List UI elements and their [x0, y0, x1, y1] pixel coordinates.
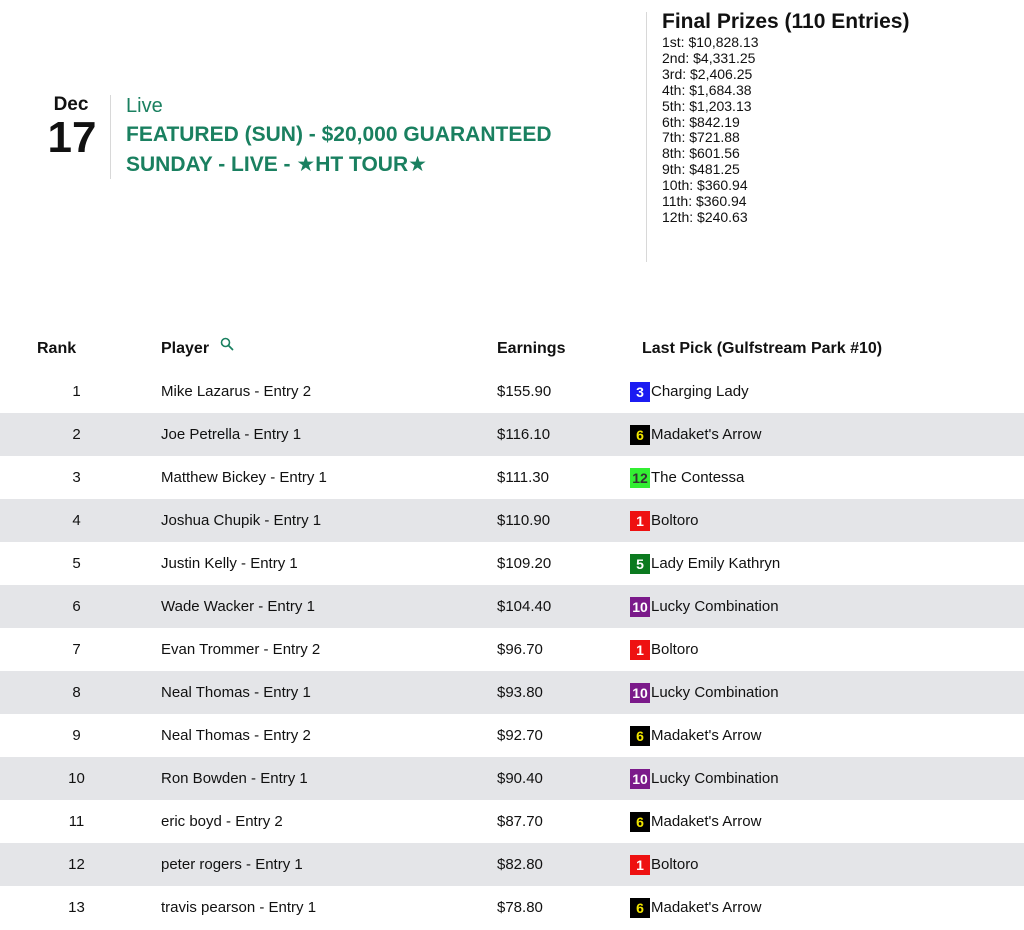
prize-item: 5th: $1,203.13: [662, 97, 752, 114]
rank-header[interactable]: [0, 328, 161, 370]
last-pick: [630, 898, 1024, 918]
last-pick: [630, 511, 1024, 531]
rank-cell: 3: [72, 469, 81, 486]
horse-name: The Contessa: [651, 469, 745, 486]
post-position-badge: 1: [630, 511, 650, 531]
last-pick-cell: [630, 585, 1024, 628]
table-row[interactable]: [0, 499, 1024, 542]
last-pick-cell: [630, 370, 1024, 413]
table-row[interactable]: [0, 370, 1024, 413]
table-row[interactable]: [0, 628, 1024, 671]
event-info: [126, 95, 552, 180]
post-position-badge: 6: [630, 812, 650, 832]
last-pick-cell: [630, 886, 1024, 929]
last-pick-cell: [630, 757, 1024, 800]
table-row[interactable]: [0, 671, 1024, 714]
rank-cell: 6: [0, 585, 161, 628]
prize-item: 4th: $1,684.38: [662, 81, 752, 98]
rank-cell: 1: [72, 383, 81, 400]
table-row[interactable]: [0, 714, 1024, 757]
horse-name: Madaket's Arrow: [651, 813, 762, 830]
table-row[interactable]: [0, 542, 1024, 585]
earnings-cell: $90.40: [497, 757, 630, 800]
rank-cell: 12: [0, 843, 161, 886]
table-header-row: [0, 328, 1024, 370]
rank-cell: 5: [72, 555, 81, 572]
earnings-cell: $109.20: [497, 555, 552, 572]
rank-cell: 2: [0, 413, 161, 456]
rank-cell: 13: [68, 899, 85, 916]
last-pick: [630, 382, 1024, 402]
last-pick: [630, 640, 1024, 660]
player-cell[interactable]: Justin Kelly - Entry 1: [161, 555, 298, 572]
rank-cell: 8: [0, 671, 161, 714]
last-pick-cell: [630, 671, 1024, 714]
horse-name: Boltoro: [651, 512, 699, 529]
prizes-list: [662, 35, 909, 226]
last-pick: [630, 425, 1024, 445]
last-pick: [630, 554, 1024, 574]
rank-cell: 4: [0, 499, 161, 542]
rank-cell: 10: [0, 757, 161, 800]
prize-item: 12th: $240.63: [662, 208, 748, 225]
earnings-header-label: Earnings: [497, 340, 566, 357]
date-divider: [110, 95, 111, 179]
prize-item: 10th: $360.94: [662, 177, 748, 194]
horse-name: Lucky Combination: [651, 684, 779, 701]
earnings-cell: $93.80: [497, 671, 630, 714]
post-position-badge: 6: [630, 726, 650, 746]
table-row[interactable]: [0, 413, 1024, 456]
post-position-badge: 1: [630, 640, 650, 660]
event-month: Dec: [53, 94, 89, 115]
player-cell[interactable]: Evan Trommer - Entry 2: [161, 641, 321, 658]
table-row[interactable]: [0, 456, 1024, 499]
earnings-cell: $82.80: [497, 843, 630, 886]
prize-item: 11th: $360.94: [662, 193, 747, 210]
earnings-cell: $110.90: [497, 499, 630, 542]
player-cell[interactable]: Wade Wacker - Entry 1: [161, 585, 497, 628]
leaderboard-body: [0, 370, 1024, 929]
table-row[interactable]: [0, 843, 1024, 886]
last-pick-cell: [630, 542, 1024, 585]
rank-header-label: Rank: [37, 340, 77, 357]
prize-item: 7th: $721.88: [662, 129, 740, 146]
post-position-badge: 6: [630, 425, 650, 445]
last-pick: [630, 769, 1024, 789]
player-cell[interactable]: Neal Thomas - Entry 2: [161, 727, 311, 744]
earnings-cell: $87.70: [497, 813, 543, 830]
last-pick-cell: [630, 843, 1024, 886]
post-position-badge: 3: [630, 382, 650, 402]
player-cell[interactable]: travis pearson - Entry 1: [161, 899, 317, 916]
prize-item: 8th: $601.56: [662, 145, 740, 162]
player-cell[interactable]: Neal Thomas - Entry 1: [161, 671, 497, 714]
search-icon[interactable]: [220, 337, 234, 356]
earnings-cell: $155.90: [497, 383, 552, 400]
earnings-cell: $111.30: [497, 469, 549, 486]
event-title: FEATURED (SUN) - $20,000 GUARANTEED: [126, 123, 552, 146]
event-status: Live: [126, 95, 163, 117]
last-pick-header-label: Last Pick (Gulfstream Park #10): [642, 340, 883, 357]
player-cell[interactable]: Ron Bowden - Entry 1: [161, 757, 497, 800]
horse-name: Madaket's Arrow: [651, 899, 762, 916]
table-row[interactable]: [0, 800, 1024, 843]
last-pick-cell: [630, 456, 1024, 499]
table-row[interactable]: [0, 757, 1024, 800]
prize-item: 1st: $10,828.13: [662, 34, 759, 50]
earnings-cell: $104.40: [497, 585, 630, 628]
last-pick: [630, 855, 1024, 875]
earnings-cell: $96.70: [497, 641, 543, 658]
last-pick: [630, 683, 1024, 703]
earnings-header[interactable]: [497, 328, 630, 370]
event-subtitle: SUNDAY - LIVE - ★HT TOUR★: [126, 153, 427, 176]
last-pick-header[interactable]: [630, 328, 1024, 370]
horse-name: Madaket's Arrow: [651, 426, 762, 443]
horse-name: Lady Emily Kathryn: [651, 555, 781, 572]
last-pick: [630, 812, 1024, 832]
player-cell[interactable]: peter rogers - Entry 1: [161, 843, 497, 886]
player-cell[interactable]: Matthew Bickey - Entry 1: [161, 469, 327, 486]
horse-name: Madaket's Arrow: [651, 727, 762, 744]
earnings-cell: $78.80: [497, 899, 543, 916]
horse-name: Boltoro: [651, 641, 699, 658]
player-cell[interactable]: eric boyd - Entry 2: [161, 813, 283, 830]
post-position-badge: 5: [630, 554, 650, 574]
horse-name: Boltoro: [651, 856, 699, 873]
last-pick: [630, 468, 1024, 488]
last-pick-cell: [630, 628, 1024, 671]
earnings-cell: $116.10: [497, 413, 630, 456]
event-date: [34, 94, 110, 161]
last-pick: [630, 726, 1024, 746]
last-pick-cell: [630, 413, 1024, 456]
post-position-badge: 6: [630, 898, 650, 918]
post-position-badge: 10: [630, 769, 650, 789]
horse-name: Charging Lady: [651, 383, 749, 400]
horse-name: Lucky Combination: [651, 598, 779, 615]
player-cell[interactable]: Mike Lazarus - Entry 2: [161, 383, 312, 400]
post-position-badge: 10: [630, 683, 650, 703]
event-day: 17: [47, 113, 97, 162]
post-position-badge: 1: [630, 855, 650, 875]
last-pick-cell: [630, 499, 1024, 542]
prizes-divider: [646, 12, 647, 262]
player-header[interactable]: [161, 328, 497, 370]
post-position-badge: 10: [630, 597, 650, 617]
table-row[interactable]: [0, 585, 1024, 628]
prize-item: 9th: $481.25: [662, 161, 740, 178]
rank-cell: 11: [68, 813, 85, 830]
player-cell[interactable]: Joe Petrella - Entry 1: [161, 413, 497, 456]
last-pick-cell: [630, 800, 1024, 843]
prize-item: 6th: $842.19: [662, 113, 740, 130]
last-pick-cell: [630, 714, 1024, 757]
last-pick: [630, 597, 1024, 617]
player-cell[interactable]: Joshua Chupik - Entry 1: [161, 499, 497, 542]
rank-cell: 7: [72, 641, 81, 658]
prize-item: 2nd: $4,331.25: [662, 49, 756, 66]
leaderboard-table: [0, 328, 1024, 929]
horse-name: Lucky Combination: [651, 770, 779, 787]
earnings-cell: $92.70: [497, 727, 543, 744]
prizes-title: Final Prizes (110 Entries): [662, 10, 910, 33]
final-prizes: [662, 9, 909, 226]
post-position-badge: 12: [630, 468, 650, 488]
rank-cell: 9: [72, 727, 81, 744]
prize-item: 3rd: $2,406.25: [662, 65, 753, 82]
table-row[interactable]: [0, 886, 1024, 929]
player-header-label: Player: [161, 340, 210, 357]
